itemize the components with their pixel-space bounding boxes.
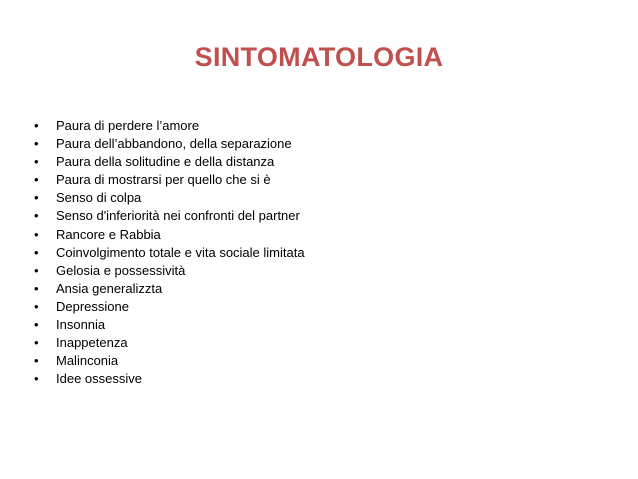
list-item-text: Rancore e Rabbia [56, 226, 161, 242]
list-item-text: Coinvolgimento totale e vita sociale limitata [56, 244, 305, 260]
list-item-text: Inappetenza [56, 335, 128, 351]
list-item [34, 334, 305, 352]
slide-title: SINTOMATOLOGIA [194, 42, 444, 72]
list-item-text: Paura di mostrarsi per quello che si è [56, 172, 271, 188]
list-item [34, 244, 305, 262]
bullet-marker: • [34, 118, 39, 133]
list-item-text: Gelosia e possessività [56, 262, 186, 278]
bullet-marker: • [34, 226, 39, 242]
list-item-text: Insonnia [56, 317, 106, 333]
bullet-marker: • [34, 208, 39, 224]
list-item [34, 171, 305, 189]
bullet-marker: • [34, 335, 39, 351]
list-item [34, 189, 305, 207]
list-item-text: Paura di perdere l’amore [56, 118, 200, 133]
bullet-marker: • [34, 244, 39, 260]
bullet-marker: • [34, 353, 39, 369]
bullet-marker: • [34, 298, 39, 314]
list-item [34, 298, 305, 316]
bullet-marker: • [34, 154, 39, 170]
list-item [34, 117, 305, 135]
bullet-marker: • [34, 280, 39, 296]
list-item [34, 352, 305, 370]
list-item-text: Depressione [56, 298, 129, 314]
bullet-marker: • [34, 190, 39, 206]
list-item [34, 316, 305, 334]
list-item [34, 135, 305, 153]
list-item [34, 370, 305, 388]
list-item [34, 262, 305, 280]
list-item-text: Senso di colpa [56, 190, 142, 206]
list-item-text: Paura dell’abbandono, della separazione [56, 136, 292, 152]
bullet-marker: • [34, 317, 39, 333]
list-item [34, 280, 305, 298]
list-item-text: Paura della solitudine e della distanza [56, 154, 275, 170]
list-item-text: Malinconia [56, 353, 119, 369]
bullet-marker: • [34, 262, 39, 278]
bullet-marker: • [34, 371, 39, 387]
list-item [34, 153, 305, 171]
list-item-text: Senso d'inferiorità nei confronti del partner [56, 208, 300, 224]
bullet-list [34, 117, 305, 388]
bullet-marker: • [34, 136, 39, 152]
list-item [34, 226, 305, 244]
bullet-marker: • [34, 172, 39, 188]
list-item-text: Idee ossessive [56, 371, 142, 387]
list-item [34, 207, 305, 225]
list-item-text: Ansia generalizzta [56, 280, 163, 296]
